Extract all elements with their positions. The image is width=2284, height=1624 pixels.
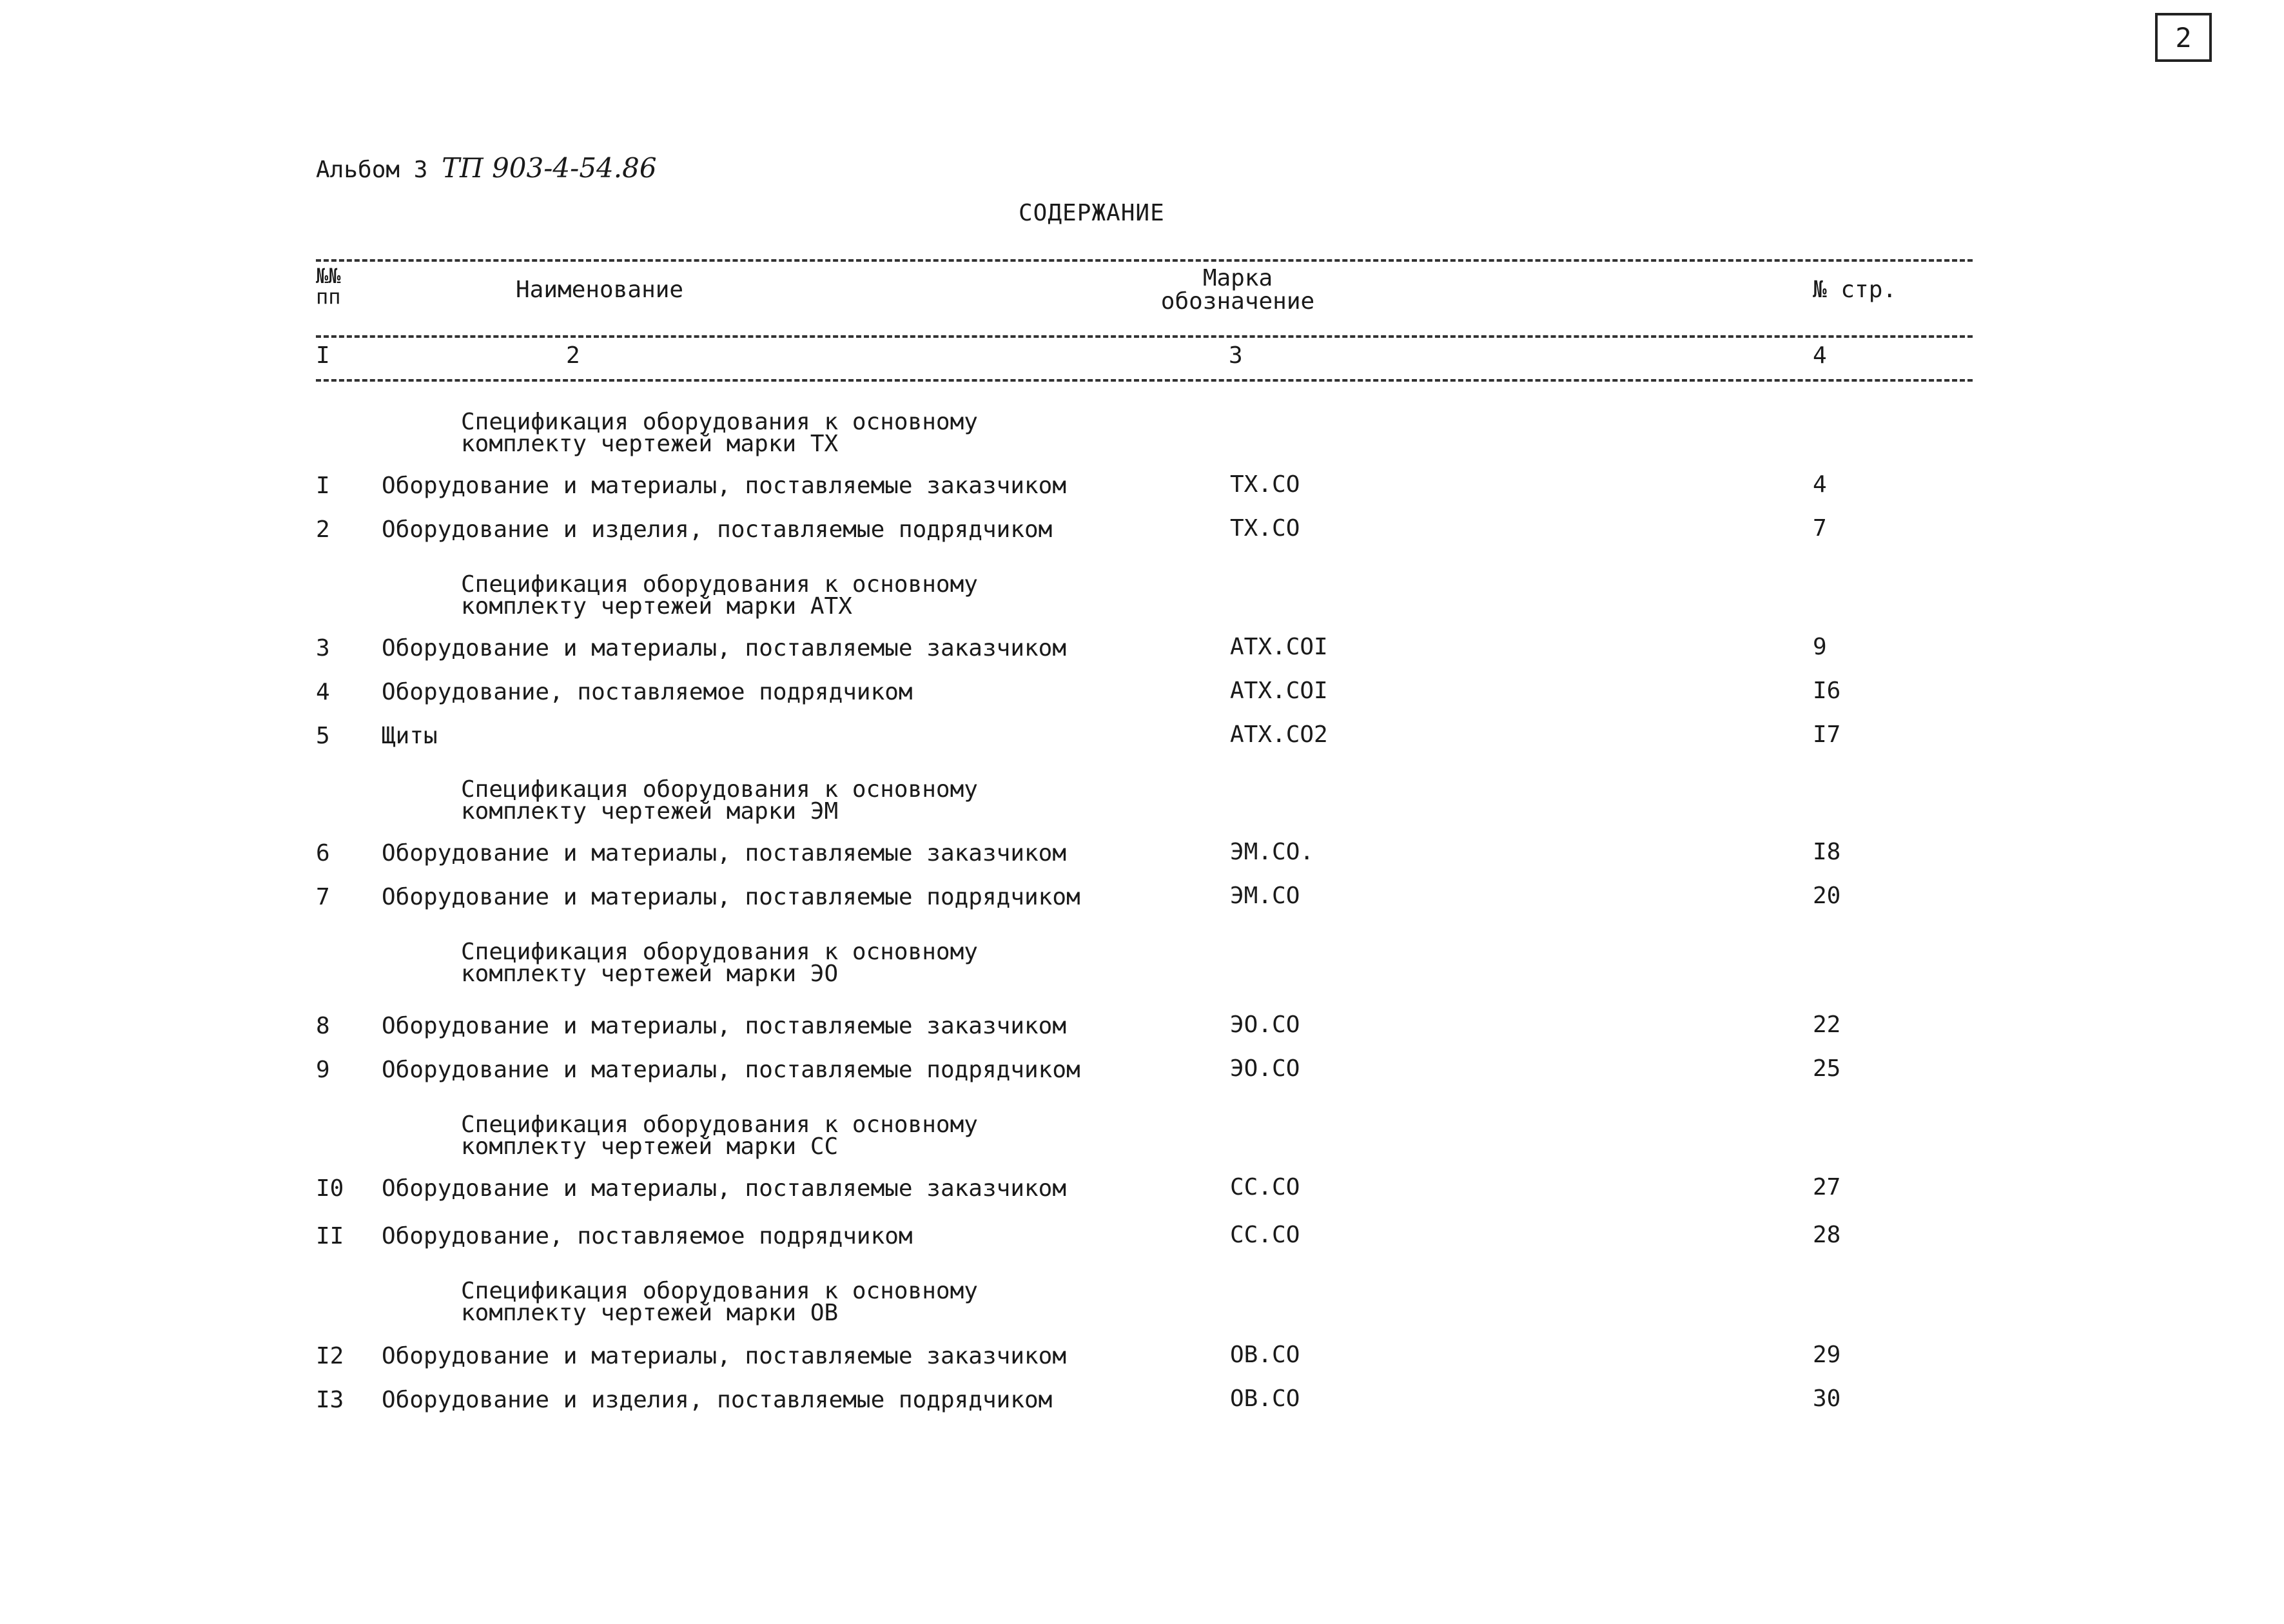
column-number-3: 3 — [1229, 342, 1243, 369]
row-number: 4 — [316, 679, 330, 705]
header-bottom-rule — [316, 379, 1973, 382]
section-title — [461, 1280, 978, 1324]
row-name: Оборудование и изделия, поставляемые подрядчиком — [382, 516, 1053, 543]
section-title-line: Спецификация оборудования к основному — [461, 409, 978, 435]
row-name: Оборудование и изделия, поставляемые подрядчиком — [382, 1387, 1053, 1413]
row-name: Оборудование и материалы, поставляемые подрядчиком — [382, 884, 1080, 910]
row-mark: ЭО.СО — [1230, 1012, 1300, 1038]
section-title-line: комплекту чертежей марки ЭМ — [461, 798, 839, 825]
row-mark: ЭМ.СО. — [1230, 839, 1314, 865]
album-label: Альбом 3 — [316, 157, 428, 183]
row-mark: ОВ.СО — [1230, 1342, 1300, 1368]
row-mark: АТХ.СОI — [1230, 678, 1328, 704]
header-top-rule — [316, 259, 1973, 262]
row-number: I3 — [316, 1387, 344, 1413]
section-title-line: Спецификация оборудования к основному — [461, 1111, 978, 1138]
column-header-mark-line1: Марка — [1202, 265, 1273, 291]
row-mark: АТХ.СО2 — [1230, 721, 1328, 748]
section-title-line: комплекту чертежей марки СС — [461, 1133, 839, 1160]
section-title-line: комплекту чертежей марки ЭО — [461, 961, 839, 987]
section-title-line: Спецификация оборудования к основному — [461, 776, 978, 803]
row-page: 9 — [1813, 634, 1827, 660]
row-page: 7 — [1813, 515, 1827, 542]
row-number: 3 — [316, 635, 330, 661]
row-name: Оборудование и материалы, поставляемые подрядчиком — [382, 1057, 1080, 1083]
row-page: 27 — [1813, 1174, 1841, 1200]
document-title: СОДЕРЖАНИЕ — [1019, 200, 1165, 226]
column-header-num — [316, 266, 341, 307]
row-mark: АТХ.СОI — [1230, 634, 1328, 660]
section-title-line: Спецификация оборудования к основному — [461, 1278, 978, 1304]
row-name: Оборудование и материалы, поставляемые заказчиком — [382, 1175, 1067, 1202]
row-mark: СС.СО — [1230, 1174, 1300, 1200]
row-mark: ЭМ.СО — [1230, 883, 1300, 909]
row-page: 30 — [1813, 1385, 1841, 1412]
row-number: I0 — [316, 1175, 344, 1202]
section-title — [461, 941, 978, 985]
row-mark: ТХ.СО — [1230, 471, 1300, 498]
row-number: 8 — [316, 1013, 330, 1039]
row-page: 25 — [1813, 1055, 1841, 1082]
row-name: Оборудование, поставляемое подрядчиком — [382, 1223, 913, 1249]
section-title — [461, 411, 978, 455]
column-header-name: Наименование — [516, 277, 684, 303]
row-name: Оборудование и материалы, поставляемые заказчиком — [382, 635, 1067, 661]
row-page: 28 — [1813, 1222, 1841, 1248]
column-header-num-line1: №№ — [316, 264, 341, 288]
row-mark: СС.СО — [1230, 1222, 1300, 1248]
section-title — [461, 571, 978, 620]
row-name: Оборудование и материалы, поставляемые заказчиком — [382, 1013, 1067, 1039]
section-title-line: Спецификация оборудования к основному — [461, 571, 978, 598]
column-header-page: № стр. — [1813, 277, 1897, 303]
section-title-line: комплекту чертежей марки ТХ — [461, 431, 839, 457]
row-name: Оборудование и материалы, поставляемые заказчиком — [382, 473, 1067, 499]
row-page: I6 — [1813, 678, 1841, 704]
row-page: 29 — [1813, 1342, 1841, 1368]
section-title — [461, 1111, 978, 1160]
section-title-line: комплекту чертежей марки ОВ — [461, 1300, 839, 1326]
column-header-mark-line2: обозначение — [1160, 288, 1315, 315]
row-page: 20 — [1813, 883, 1841, 909]
row-number: I2 — [316, 1343, 344, 1369]
row-number: 2 — [316, 516, 330, 543]
row-name: Щиты — [382, 723, 438, 749]
section-title-line: комплекту чертежей марки АТХ — [461, 593, 852, 620]
section-title — [461, 776, 978, 825]
row-mark: ЭО.СО — [1230, 1055, 1300, 1082]
section-title-line: Спецификация оборудования к основному — [461, 939, 978, 965]
column-number-1: I — [316, 342, 330, 369]
row-page: 4 — [1813, 471, 1827, 498]
header-mid-rule — [316, 335, 1973, 338]
page-number: 2 — [2155, 13, 2212, 62]
column-number-2: 2 — [566, 342, 580, 369]
row-name: Оборудование и материалы, поставляемые заказчиком — [382, 1343, 1067, 1369]
row-page: I8 — [1813, 839, 1841, 865]
row-number: 5 — [316, 723, 330, 749]
column-header-mark — [1154, 267, 1322, 313]
row-name: Оборудование и материалы, поставляемые заказчиком — [382, 840, 1067, 866]
column-number-4: 4 — [1813, 342, 1827, 369]
row-page: I7 — [1813, 721, 1841, 748]
row-number: 7 — [316, 884, 330, 910]
album-code: ТП 903-4-54.86 — [442, 152, 657, 184]
row-page: 22 — [1813, 1012, 1841, 1038]
album-header — [316, 152, 657, 184]
column-header-num-line2: пп — [316, 284, 341, 309]
row-number: 9 — [316, 1057, 330, 1083]
row-number: 6 — [316, 840, 330, 866]
row-name: Оборудование, поставляемое подрядчиком — [382, 679, 913, 705]
row-mark: ОВ.СО — [1230, 1385, 1300, 1412]
row-number: I — [316, 473, 330, 499]
row-mark: ТХ.СО — [1230, 515, 1300, 542]
row-number: II — [316, 1223, 344, 1249]
